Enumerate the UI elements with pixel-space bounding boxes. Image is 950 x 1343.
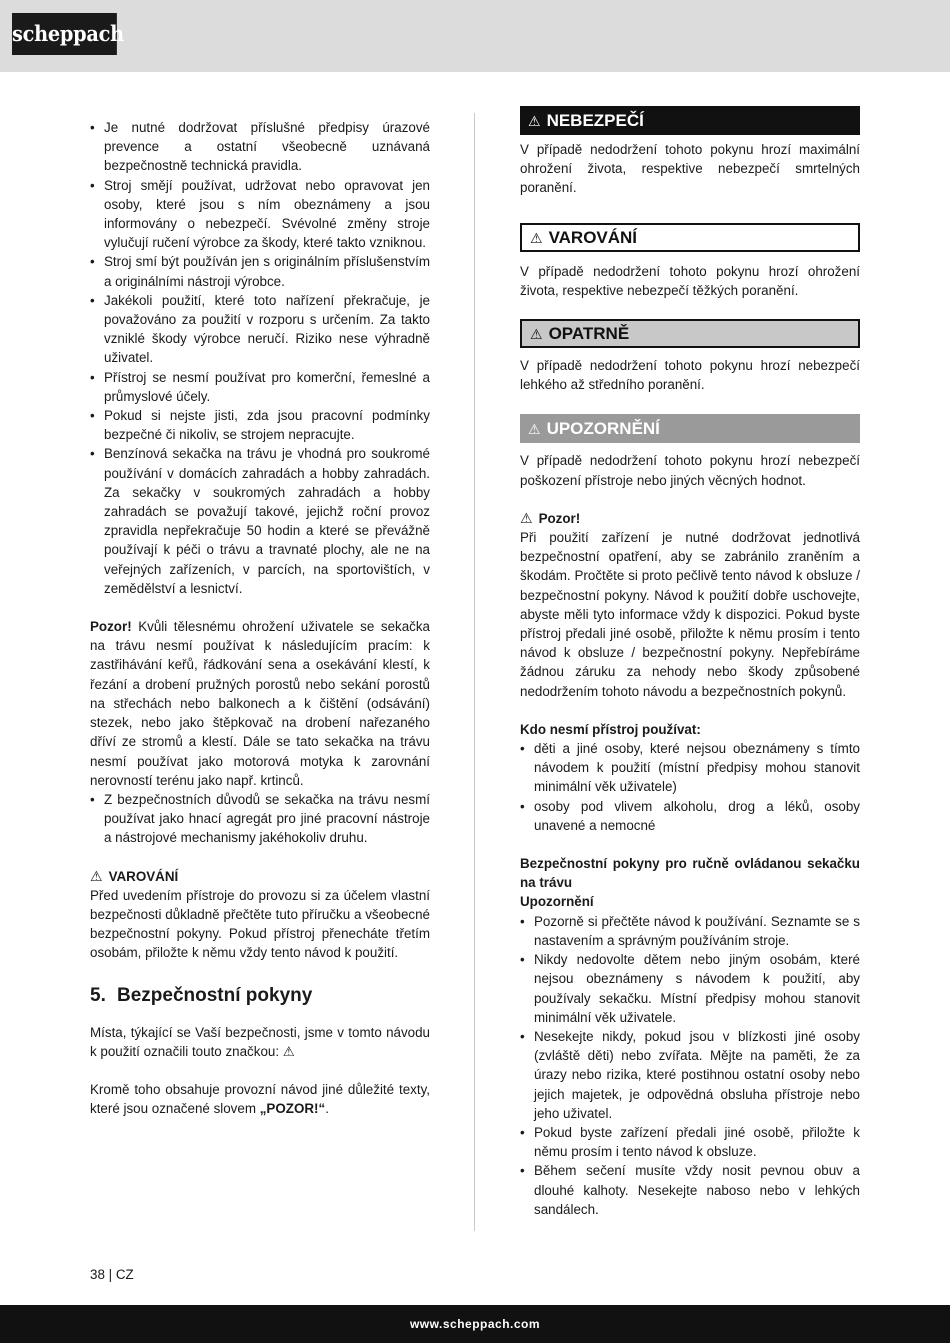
list-item: • Během sečení musíte vždy nosit pevnou obuv a dlouhé kalhoty. Nesekejte naboso nebo v lehkých sandálech. <box>520 1161 860 1219</box>
section-heading <box>90 983 430 1009</box>
warning-box <box>520 223 860 252</box>
page-number-value: 38 <box>90 1267 105 1282</box>
column-divider <box>474 113 475 1231</box>
safety-list <box>520 912 860 1219</box>
caution-box <box>520 319 860 348</box>
caution-text: V případě nedodržení tohoto pokynu hrozí nebezpečí lehkého až středního poranění. <box>520 358 860 393</box>
warning-triangle-icon: ⚠ <box>528 113 541 129</box>
warning-triangle-icon: ⚠ <box>90 867 103 884</box>
notice-label: UPOZORNĚNÍ <box>546 419 660 439</box>
language-code: CZ <box>115 1267 134 1282</box>
general-rules-list <box>90 118 430 598</box>
list-item: • Pokud byste zařízení předali jiné osobě, přiložte k němu prosím i tento návod k obsluze. <box>520 1123 860 1161</box>
left-column <box>90 118 430 1118</box>
right-column <box>520 106 860 1219</box>
pozor-heading <box>520 509 860 528</box>
list-item: • Stroj smějí používat, udržovat nebo opravovat jen osoby, které jsou s ním obeznámeny a jsou informovány o nebezpečí. Svévolné změny stroje vylučují ručení výrobce za škody, které takto vzniknou. <box>90 176 430 253</box>
who-list <box>520 739 860 835</box>
warning-text: V případě nedodržení tohoto pokynu hrozí ohrožení života, respektive nebezpečí těžkých poranění. <box>520 263 860 298</box>
danger-label: NEBEZPEČÍ <box>546 111 644 130</box>
pozor-label: Pozor! <box>90 619 132 635</box>
page-number: 38 | CZ <box>90 1267 134 1282</box>
warning-triangle-icon: ⚠ <box>520 509 533 526</box>
danger-box <box>520 106 860 135</box>
notice-box <box>520 414 860 443</box>
website-url: www.scheppach.com <box>409 1317 541 1331</box>
pozor-label: Pozor! <box>538 510 581 526</box>
warning-heading <box>90 867 430 886</box>
warning-label: VAROVÁNÍ <box>548 227 638 247</box>
warning-label: VAROVÁNÍ <box>108 868 179 884</box>
section-paragraph-2-end: . <box>325 1101 329 1117</box>
scheppach-logo: scheppach <box>12 13 117 55</box>
list-item: • Nikdy nedovolte dětem nebo jiným osobám, které nejsou obeznámeny s návodem k použití, aby používaly sekačku. Místní předpisy mohou stanovit minimální věk uživatele. <box>520 950 860 1027</box>
footer-band <box>0 1305 950 1343</box>
notice-subtitle: Upozornění <box>520 894 594 910</box>
list-item: • Stroj smí být používán jen s originálním příslušenstvím a originálními nástroji výrobce. <box>90 252 430 290</box>
danger-text: V případě nedodržení tohoto pokynu hrozí maximální ohrožení života, respektive nebezpečí smrtelných poranění. <box>520 142 860 196</box>
misuse-list <box>90 790 430 848</box>
section-paragraph-2-text: Kromě toho obsahuje provozní návod jiné důležité texty, které jsou označené slovem <box>90 1081 430 1117</box>
list-item: • Nesekejte nikdy, pokud jsou v blízkosti jiné osoby (zvláště děti) nebo zvířata. Mějte na paměti, že za úrazy nebo rizika, které postihnou ostatní osoby nebo jejich majetek, je odpovědná obsluha přístroje nebo jeho uživatel. <box>520 1027 860 1123</box>
warning-text: Před uvedením přístroje do provozu si za účelem vlastní bezpečnosti důkladně přečtěte tuto příručku a všeobecné bezpečnostní pokyny. Pokud přístroj přenecháte třetím osobám, přiložte k němu vždy tento návod k použití. <box>90 887 430 961</box>
notice-text: V případě nedodržení tohoto pokynu hrozí nebezpečí poškození přístroje nebo jiných věcných hodnot. <box>520 453 860 488</box>
list-item: • Benzínová sekačka na trávu je vhodná pro soukromé používání v domácích zahradách a hobby zahradách. Za sekačky v soukromých zahradách a hobby zahradách se považují takové, jejichž roční provoz zpravidla nepřekračuje 50 hodin a které se převážně používají k péči o trávu a travnaté plochy, ale ne na veřejných zařízeních, v parcích, na sportovištích, v zemědělství a lesnictví. <box>90 444 430 598</box>
section-paragraph-1: Místa, týkající se Vaší bezpečnosti, jsme v tomto návodu k použití označili touto značkou: ⚠ <box>90 1024 430 1059</box>
section-number: 5. <box>90 984 106 1006</box>
list-item: • Z bezpečnostních důvodů se sekačka na trávu nesmí používat jako hnací agregát pro jiné pracovní nástroje a nástrojové mechanismy jakéhokoliv druhu. <box>90 790 430 848</box>
warning-triangle-icon: ⚠ <box>530 229 543 246</box>
who-title: Kdo nesmí přístroj používat: <box>520 721 701 737</box>
safety-title: Bezpečnostní pokyny pro ručně ovládanou sekačku na trávu <box>520 856 860 891</box>
pozor-text: Kvůli tělesnému ohrožení uživatele se sekačka na trávu nesmí používat k následujícím pracím: k zastřihávání keřů, řádkování sena a osekávání klestí, k řezání a drobení pružných porostů nebo sekání porostů na střechách nebo balkonech a k čištění (odsávání) stezek, nebo jako štěpkovač na drobení nařezaného dříví ze stromů a klestí. Dále se tato sekačka na trávu nesmí používat jako motorová motyka k zarovnání nerovností terénu jako např. krtinců. <box>90 619 430 788</box>
warning-triangle-icon: ⚠ <box>528 421 541 438</box>
warning-triangle-icon: ⚠ <box>530 326 543 343</box>
list-item: • Přístroj se nesmí používat pro komerční, řemeslné a průmyslové účely. <box>90 368 430 406</box>
caution-label: OPATRNĚ <box>548 324 630 344</box>
pozor-text: Při použití zařízení je nutné dodržovat jednotlivá bezpečnostní opatření, aby se zabránilo zraněním a škodám. Pročtěte si proto pečlivě tento návod k obsluze / bezpečnostní pokyny. Návod k použití dobře uschovejte, abyste měli tyto informace vždy k dispozici. Pokud byste přístroj předali jiné osobě, přiložte k němu prosím i tento návod k obsluze / bezpečnostní pokyny. Nepřebíráme žádnou záruku za nehody nebo škody způsobené nedodržením tohoto návodu a bezpečnostních pokynů. <box>520 530 860 699</box>
list-item: • děti a jiné osoby, které nejsou obeznámeny s tímto návodem k použití (místní předpisy mohou stanovit minimální věk uživatele) <box>520 739 860 797</box>
header-band <box>0 0 950 72</box>
pozor-keyword: „POZOR!“ <box>259 1101 326 1117</box>
list-item: • Je nutné dodržovat příslušné předpisy úrazové prevence a ostatní všeobecně uznávaná bezpečnostně technická pravidla. <box>90 118 430 176</box>
list-item: • Pozorně si přečtěte návod k používání. Seznamte se s nastavením a správným používáním stroje. <box>520 912 860 950</box>
section-paragraph-2 <box>90 1080 430 1118</box>
section-title: Bezpečnostní pokyny <box>117 984 313 1006</box>
list-item: • Jakékoli použití, které toto nařízení překračuje, je považováno za použití v rozporu s určením. Za takto vzniklé škody výrobce neručí. Riziko nese výhradně uživatel. <box>90 291 430 368</box>
list-item: • Pokud si nejste jisti, zda jsou pracovní podmínky bezpečné či nikoliv, se strojem nepracujte. <box>90 406 430 444</box>
list-item: • osoby pod vlivem alkoholu, drog a léků, osoby unavené a nemocné <box>520 797 860 835</box>
pozor-paragraph <box>90 617 430 790</box>
